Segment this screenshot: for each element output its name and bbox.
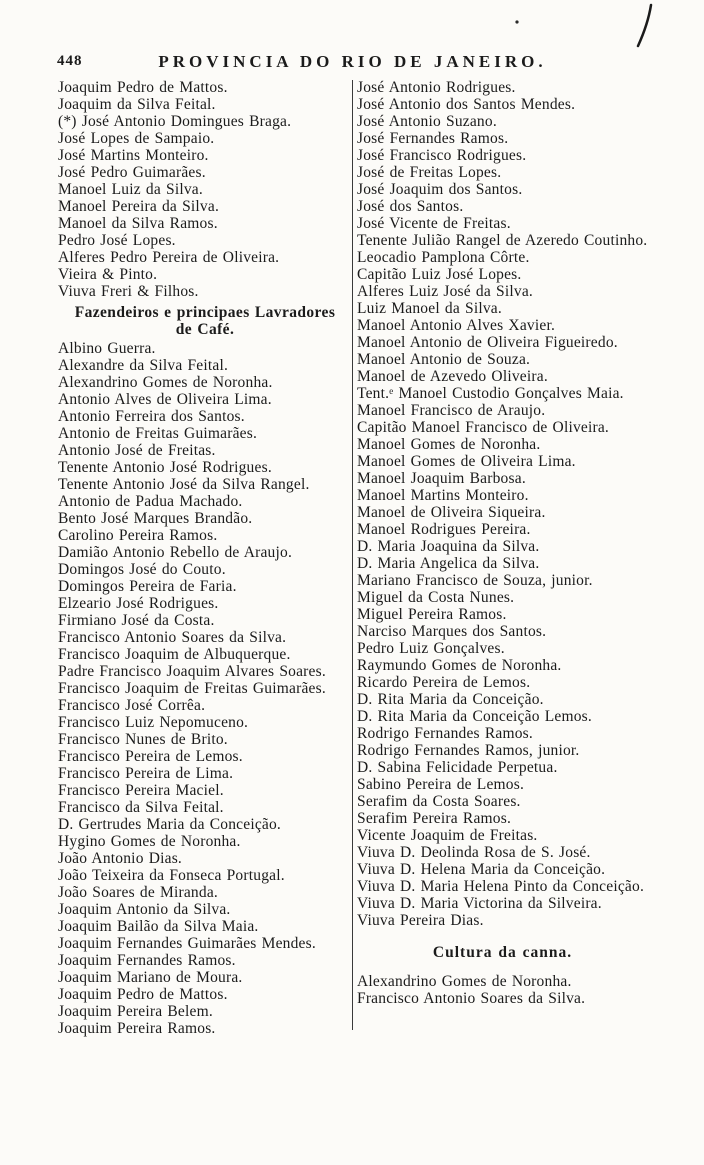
list-entry: Alferes Luiz José da Silva. [357, 283, 533, 300]
left-column-main-list [58, 340, 352, 1037]
list-entry: Manoel Antonio de Oliveira Figueiredo. [357, 334, 618, 351]
scan-artifacts [0, 0, 704, 60]
list-entry: Tenente Julião Rangel de Azeredo Coutinho. [357, 232, 648, 249]
list-entry: Viuva Freri & Filhos. [58, 283, 199, 300]
list-entry: Sabino Pereira de Lemos. [357, 776, 525, 793]
list-entry: Joaquim Pedro de Mattos. [58, 986, 228, 1003]
list-entry: José Antonio Rodrigues. [357, 79, 516, 96]
list-entry: Alferes Pedro Pereira de Oliveira. [58, 249, 280, 266]
list-entry: Raymundo Gomes de Noronha. [357, 657, 562, 674]
list-entry: Serafim da Costa Soares. [357, 793, 521, 810]
list-entry: José de Freitas Lopes. [357, 164, 502, 181]
list-entry: Antonio Alves de Oliveira Lima. [58, 391, 272, 408]
list-entry: Domingos José do Couto. [58, 561, 226, 578]
list-entry: Manoel da Silva Ramos. [58, 215, 218, 232]
list-entry: Francisco da Silva Feital. [58, 799, 224, 816]
list-entry: Domingos Pereira de Faria. [58, 578, 237, 595]
list-entry: Tent.ᵉ Manoel Custodio Gonçalves Maia. [357, 385, 624, 402]
list-entry: Joaquim Pereira Ramos. [58, 1020, 216, 1037]
list-entry: Francisco Joaquim de Albuquerque. [58, 646, 291, 663]
list-entry: Albino Guerra. [58, 340, 156, 357]
list-entry: Francisco Pereira de Lima. [58, 765, 234, 782]
list-entry: Pedro José Lopes. [58, 232, 176, 249]
list-entry: Vicente Joaquim de Freitas. [357, 827, 538, 844]
list-entry: Francisco Antonio Soares da Silva. [58, 629, 287, 646]
list-entry: José Fernandes Ramos. [357, 130, 509, 147]
list-entry: Miguel Pereira Ramos. [357, 606, 507, 623]
list-entry: Manoel de Azevedo Oliveira. [357, 368, 548, 385]
list-entry: Joaquim da Silva Feital. [58, 96, 216, 113]
list-entry: José Pedro Guimarães. [58, 164, 206, 181]
list-entry: Capitão Luiz José Lopes. [357, 266, 522, 283]
list-entry: Manoel Francisco de Araujo. [357, 402, 546, 419]
list-entry: Narciso Marques dos Santos. [357, 623, 547, 640]
list-entry: José dos Santos. [357, 198, 464, 215]
list-entry: Joaquim Fernandes Guimarães Mendes. [58, 935, 316, 952]
list-entry: José Lopes de Sampaio. [58, 130, 215, 147]
page-number: 448 [57, 53, 83, 69]
list-entry: José Vicente de Freitas. [357, 215, 511, 232]
list-entry: Rodrigo Fernandes Ramos, junior. [357, 742, 580, 759]
page-title: PROVINCIA DO RIO DE JANEIRO. [158, 52, 547, 71]
list-entry: José Martins Monteiro. [58, 147, 209, 164]
list-entry: Serafim Pereira Ramos. [357, 810, 512, 827]
list-entry: Francisco Antonio Soares da Silva. [357, 990, 586, 1007]
list-entry: Leocadio Pamplona Côrte. [357, 249, 530, 266]
list-entry: Francisco Joaquim de Freitas Guimarães. [58, 680, 326, 697]
list-entry: Capitão Manoel Francisco de Oliveira. [357, 419, 610, 436]
list-entry: Miguel da Costa Nunes. [357, 589, 515, 606]
section-heading-canna: Cultura da canna. [432, 944, 573, 961]
list-entry: Hygino Gomes de Noronha. [58, 833, 241, 850]
right-column-bottom-list [357, 973, 648, 1007]
list-entry: Francisco Pereira Maciel. [58, 782, 224, 799]
list-entry: Francisco Pereira de Lemos. [58, 748, 243, 765]
list-entry: Joaquim Mariano de Moura. [58, 969, 243, 986]
column-divider [352, 80, 353, 1030]
list-entry: Alexandrino Gomes de Noronha. [357, 973, 572, 990]
list-entry: Francisco Luiz Nepomuceno. [58, 714, 249, 731]
list-entry: Viuva D. Maria Helena Pinto da Conceição. [357, 878, 645, 895]
list-entry: Alexandre da Silva Feital. [58, 357, 229, 374]
list-entry: D. Rita Maria da Conceição Lemos. [357, 708, 592, 725]
list-entry: D. Sabina Felicidade Perpetua. [357, 759, 558, 776]
list-entry: Vieira & Pinto. [58, 266, 158, 283]
list-entry: Antonio de Freitas Guimarães. [58, 425, 258, 442]
list-entry: Elzeario José Rodrigues. [58, 595, 219, 612]
list-entry: Bento José Marques Brandão. [58, 510, 253, 527]
page-header [57, 52, 648, 74]
list-entry: José Francisco Rodrigues. [357, 147, 527, 164]
list-entry: Antonio de Padua Machado. [58, 493, 243, 510]
list-entry: Padre Francisco Joaquim Alvares Soares. [58, 663, 326, 680]
list-entry: Luiz Manoel da Silva. [357, 300, 502, 317]
ink-speck [515, 20, 518, 23]
list-entry: Manoel Joaquim Barbosa. [357, 470, 526, 487]
list-entry: Manoel Antonio Alves Xavier. [357, 317, 556, 334]
list-entry: Mariano Francisco de Souza, junior. [357, 572, 593, 589]
pen-stroke-mark [638, 5, 651, 46]
right-column-main-list [357, 79, 648, 929]
section-heading-cafe-line1: Fazendeiros e principaes Lavradores [74, 304, 336, 321]
list-entry: Francisco Nunes de Brito. [58, 731, 228, 748]
list-entry: D. Rita Maria da Conceição. [357, 691, 544, 708]
list-entry: João Soares de Miranda. [58, 884, 218, 901]
list-entry: Manoel Pereira da Silva. [58, 198, 220, 215]
list-entry: Manoel Martins Monteiro. [357, 487, 529, 504]
list-entry: José Antonio dos Santos Mendes. [357, 96, 576, 113]
list-entry: Viuva D. Helena Maria da Conceição. [357, 861, 606, 878]
list-entry: Manoel Luiz da Silva. [58, 181, 203, 198]
list-entry: Ricardo Pereira de Lemos. [357, 674, 531, 691]
list-entry: Antonio José de Freitas. [58, 442, 216, 459]
list-entry: Manoel Gomes de Oliveira Lima. [357, 453, 576, 470]
list-entry: Firmiano José da Costa. [58, 612, 215, 629]
list-entry: D. Maria Joaquina da Silva. [357, 538, 540, 555]
right-column [357, 79, 648, 1007]
list-entry: Joaquim Pedro de Mattos. [58, 79, 228, 96]
list-entry: Manoel Antonio de Souza. [357, 351, 531, 368]
list-entry: Joaquim Bailão da Silva Maia. [58, 918, 259, 935]
list-entry: Antonio Ferreira dos Santos. [58, 408, 245, 425]
list-entry: D. Maria Angelica da Silva. [357, 555, 540, 572]
left-column-top-list [58, 79, 352, 300]
list-entry: Manoel de Oliveira Siqueira. [357, 504, 546, 521]
list-entry: José Joaquim dos Santos. [357, 181, 523, 198]
list-entry: José Antonio Suzano. [357, 113, 497, 130]
list-entry: Viuva D. Deolinda Rosa de S. José. [357, 844, 591, 861]
list-entry: (*) José Antonio Domingues Braga. [58, 113, 292, 130]
list-entry: Francisco José Corrêa. [58, 697, 206, 714]
list-entry: Carolino Pereira Ramos. [58, 527, 218, 544]
list-entry: Joaquim Pereira Belem. [58, 1003, 213, 1020]
left-column [58, 79, 352, 1037]
list-entry: Manoel Rodrigues Pereira. [357, 521, 531, 538]
list-entry: Manoel Gomes de Noronha. [357, 436, 541, 453]
list-entry: Alexandrino Gomes de Noronha. [58, 374, 273, 391]
list-entry: Pedro Luiz Gonçalves. [357, 640, 505, 657]
list-entry: Joaquim Antonio da Silva. [58, 901, 231, 918]
list-entry: Rodrigo Fernandes Ramos. [357, 725, 533, 742]
list-entry: Joaquim Fernandes Ramos. [58, 952, 236, 969]
list-entry: D. Gertrudes Maria da Conceição. [58, 816, 282, 833]
list-entry: Damião Antonio Rebello de Araujo. [58, 544, 293, 561]
section-heading-cafe-line2: de Café. [175, 321, 235, 338]
section-heading-cafe [58, 304, 352, 338]
list-entry: Viuva D. Maria Victorina da Silveira. [357, 895, 602, 912]
list-entry: Tenente Antonio José da Silva Rangel. [58, 476, 310, 493]
list-entry: Viuva Pereira Dias. [357, 912, 484, 929]
list-entry: Tenente Antonio José Rodrigues. [58, 459, 272, 476]
list-entry: João Antonio Dias. [58, 850, 182, 867]
list-entry: João Teixeira da Fonseca Portugal. [58, 867, 285, 884]
